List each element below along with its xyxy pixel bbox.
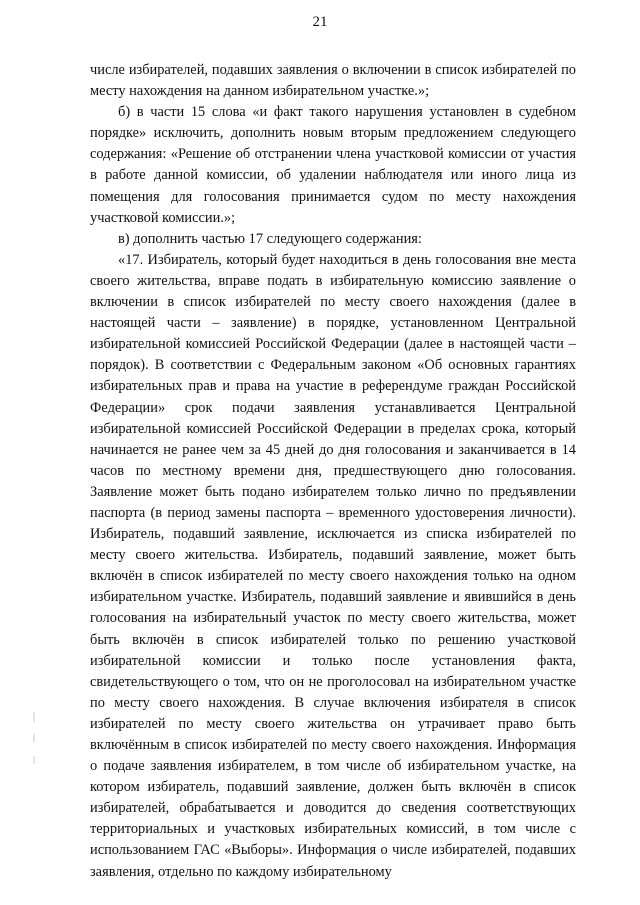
paragraph-part-17: «17. Избиратель, который будет находиться в день голосования вне места своего жительства, вправе подать в избирательную комиссию заявление о включении в список избирателей по месту своего нахождения (далее в настоящей части – заявление) в порядке, установленном Центральной избирательной комиссией Российской Федерации (далее в настоящей части – порядок). В соответствии с Федеральным законом «Об основных гарантиях избирательных прав и права на участие в референдуме граждан Российской Федерации» срок подачи заявления устанавливается Центральной избирательной комиссией Российской Федерации в пределах срока, который начинается не ранее чем за 45 дней до дня голосования и заканчивается в 14 часов по местному времени дня, предшествующего дню голосования. Заявление может быть подано избирателем только лично по предъявлении паспорта (в период замены паспорта – временного удостоверения личности). Избиратель, подавший заявление, исключается из списка избирателей по месту своего жительства. Избиратель, подавший заявление, может быть включён в список избирателей по месту своего нахождения только на одном избирательном участке. Избиратель, подавший заявление и явившийся в день голосования на избирательный участок по месту своего жительства, может быть включён в список избирателей только по решению участковой избирательной комиссии и только после установления факта, свидетельствующего о том, что он не проголосовал на избирательном участке по месту своего нахождения. В случае включения избирателя в список избирателей по месту своего жительства он утрачивает право быть включённым в список избирателей по месту своего нахождения. Информация о подаче заявления избирателем, в том числе об избирательном участке, на котором избиратель, подавший заявление, должен быть включён в список избирателей, обрабатывается и доводится до сведения соответствующих территориальных и участковых избирательных комиссий, в том числе с использованием ГАС «Выборы». Информация о числе избирателей, подавших заявления, отдельно по каждому избирательному (90, 251, 576, 880)
scan-margin-artifact (30, 712, 38, 772)
page-number: 21 (312, 14, 328, 30)
paragraph-b: б) в части 15 слова «и факт такого нарушения установлен в судебном порядке» исключить, дополнить новым вторым предложением следующего содержания: «Решение об отстранении члена участковой комиссии от участия в работе данной комиссии, об удалении наблюдателя или иного лица из помещения для голосования принимается судом по месту нахождения участковой комиссии.»; (90, 104, 576, 226)
paragraph-v: в) дополнить частью 17 следующего содержания: (118, 230, 422, 247)
document-body (90, 60, 576, 883)
paragraph-continuation: числе избирателей, подавших заявления о включении в список избирателей по месту нахождения на данном избирательном участке.»; (90, 62, 576, 100)
